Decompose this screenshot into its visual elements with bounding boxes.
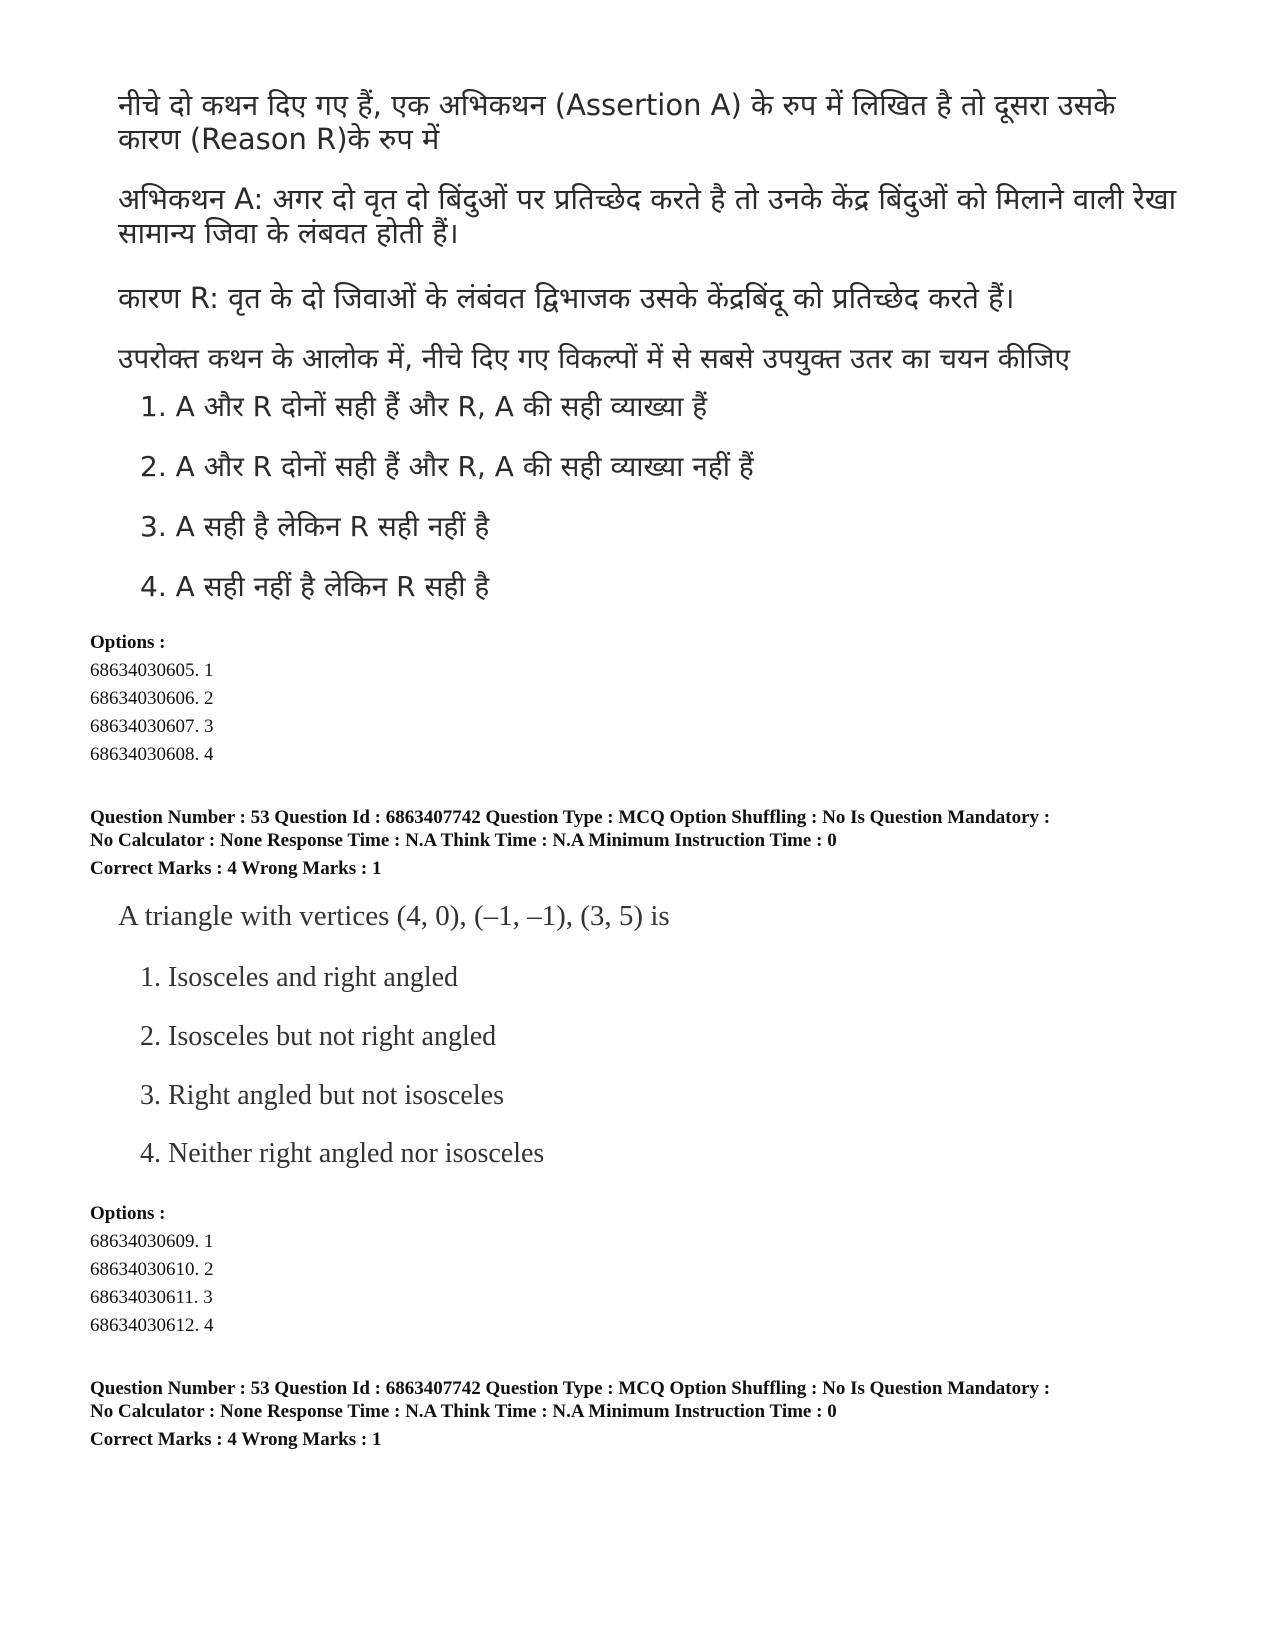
question-53-choice-2: 2. Isosceles but not right angled bbox=[140, 1021, 497, 1052]
option-row: 68634030611. 3 bbox=[90, 1287, 213, 1308]
options-label: Options : bbox=[90, 632, 166, 653]
question-53-header bbox=[90, 806, 1050, 880]
question-header-line-2: No Calculator : None Response Time : N.A Think Time : N.A Minimum Instruction Time : 0 bbox=[90, 830, 837, 851]
question-53-choice-4: 4. Neither right angled nor isosceles bbox=[140, 1138, 545, 1169]
option-row: 68634030610. 2 bbox=[90, 1259, 214, 1280]
question-52-instruction: उपरोक्त कथन के आलोक में, नीचे दिए गए विकल्पों में से सबसे उपयुक्त उतर का चयन कीजिए bbox=[118, 342, 1070, 375]
option-row: 68634030605. 1 bbox=[90, 660, 214, 681]
question-52-reason: कारण R: वृत के दो जिवाओं के लंबंवत द्विभाजक उसके केंद्रबिंदू को प्रतिच्छेद करते हैं। bbox=[118, 281, 1015, 315]
option-row: 68634030608. 4 bbox=[90, 744, 214, 765]
question-header-line-1: Question Number : 53 Question Id : 6863407742 Question Type : MCQ Option Shuffling : No Is Question Mandatory : bbox=[90, 1378, 1051, 1399]
question-53-choice-1: 1. Isosceles and right angled bbox=[140, 962, 459, 993]
question-header-line-2: No Calculator : None Response Time : N.A Think Time : N.A Minimum Instruction Time : 0 bbox=[90, 1401, 837, 1422]
option-row: 68634030606. 2 bbox=[90, 688, 214, 709]
options-label: Options : bbox=[90, 1203, 166, 1224]
question-header-line-1: Question Number : 53 Question Id : 6863407742 Question Type : MCQ Option Shuffling : No Is Question Mandatory : bbox=[90, 807, 1051, 828]
question-marks: Correct Marks : 4 Wrong Marks : 1 bbox=[90, 1429, 382, 1450]
question-52-assertion: अभिकथन A: अगर दो वृत दो बिंदुओं पर प्रतिच्छेद करते है तो उनके केंद्र बिंदुओं को मिलाने वाली रेखा सामान्य जिवा के लंबवत होती हैं। bbox=[118, 182, 1177, 250]
question-52-options bbox=[90, 631, 214, 766]
question-53-choice-3: 3. Right angled but not isosceles bbox=[140, 1080, 504, 1111]
question-52-choice-1: 1. A और R दोनों सही हैं और R, A की सही व्याख्या हैं bbox=[140, 390, 708, 423]
question-52-intro: नीचे दो कथन दिए गए हैं, एक अभिकथन (Assertion A) के रुप में लिखित है तो दूसरा उसके कारण (Reason R)के रुप में bbox=[118, 88, 1116, 156]
question-52-choice-3: 3. A सही है लेकिन R सही नहीं है bbox=[140, 510, 490, 543]
question-52-choice-2: 2. A और R दोनों सही हैं और R, A की सही व्याख्या नहीं हैं bbox=[140, 450, 754, 483]
question-52-choice-4: 4. A सही नहीं है लेकिन R सही है bbox=[140, 570, 490, 603]
question-marks: Correct Marks : 4 Wrong Marks : 1 bbox=[90, 858, 382, 879]
question-53-options bbox=[90, 1202, 214, 1337]
question-next-header bbox=[90, 1377, 1050, 1451]
option-row: 68634030607. 3 bbox=[90, 716, 214, 737]
question-53-text: A triangle with vertices (4, 0), (–1, –1), (3, 5) is bbox=[118, 900, 670, 932]
option-row: 68634030612. 4 bbox=[90, 1315, 214, 1336]
option-row: 68634030609. 1 bbox=[90, 1231, 214, 1252]
